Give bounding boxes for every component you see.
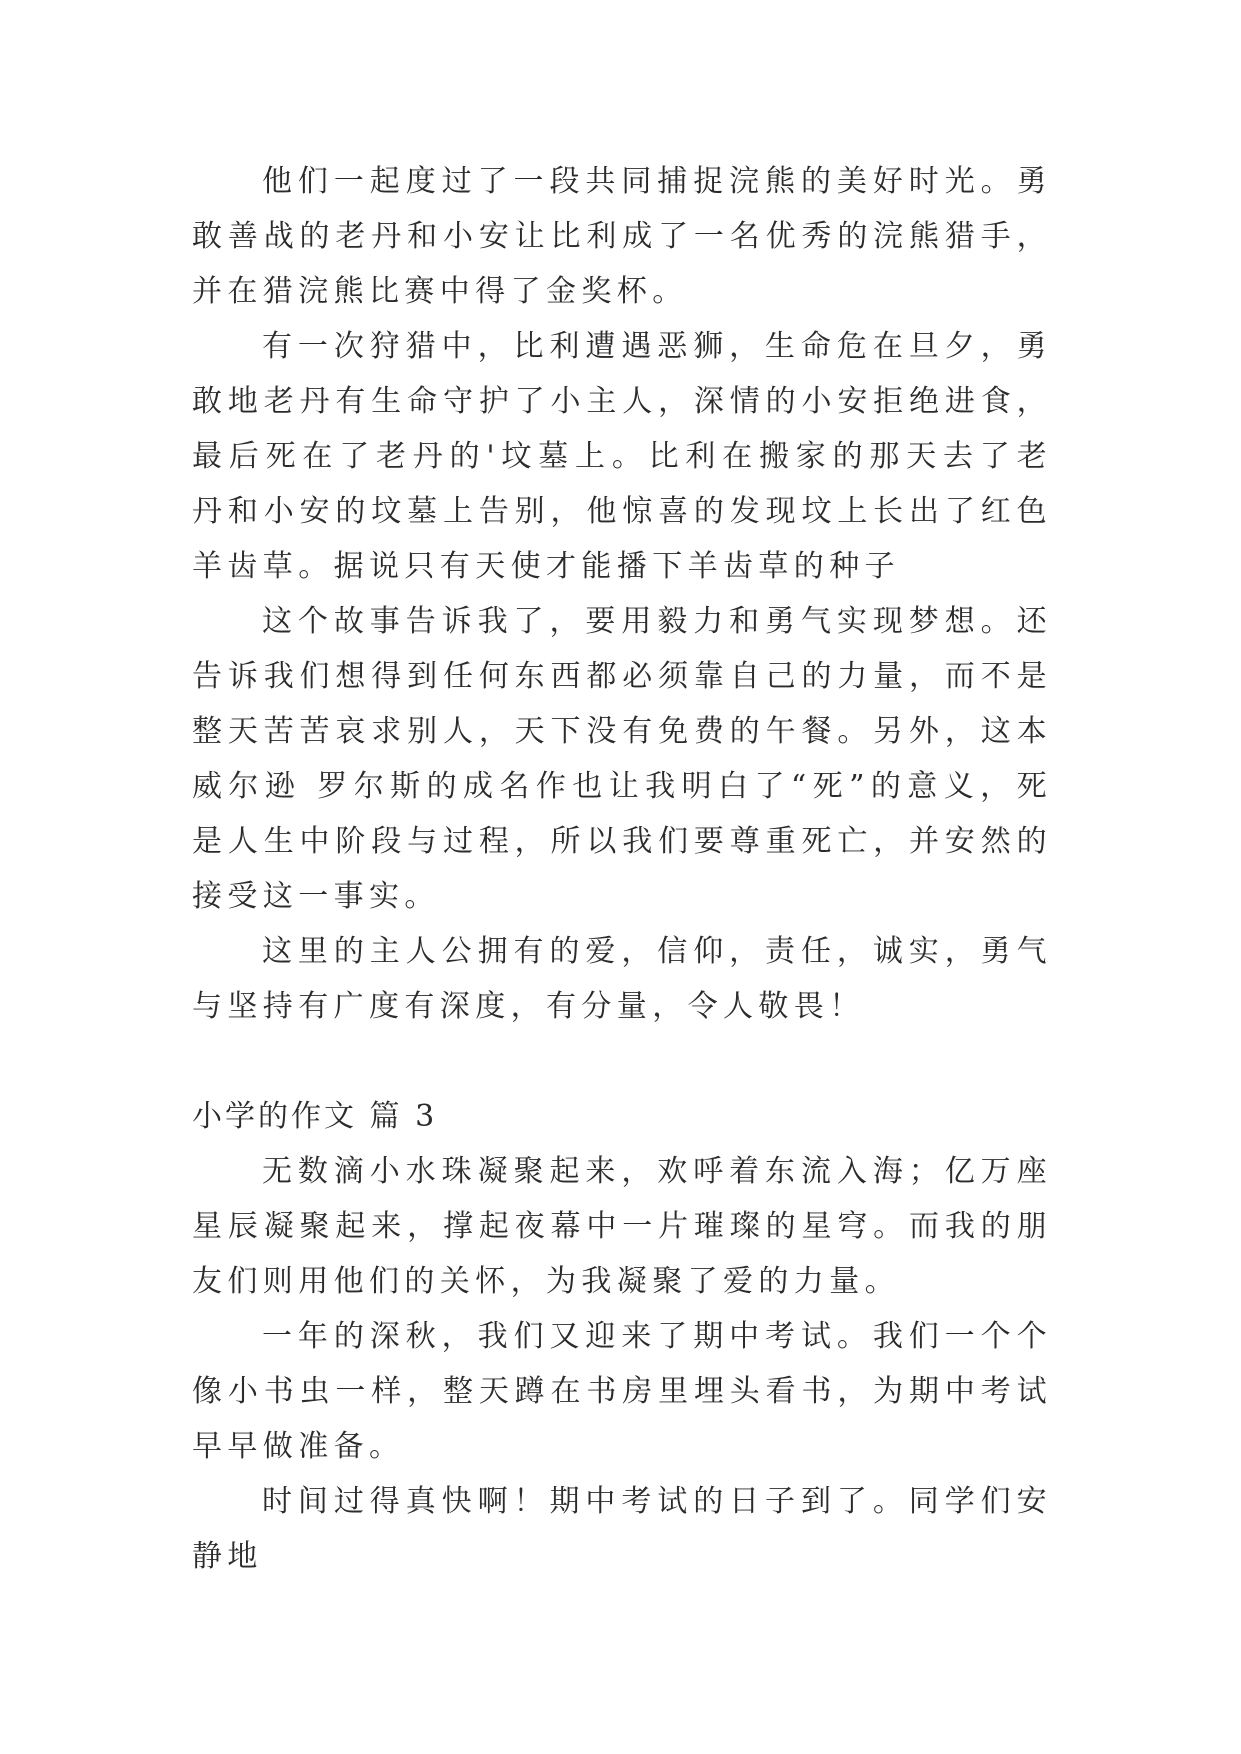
paragraph-7: 时间过得真快啊！期中考试的日子到了。同学们安静地 bbox=[192, 1484, 1052, 1574]
document-page bbox=[192, 154, 1052, 1584]
paragraph-2: 有一次狩猎中，比利遭遇恶狮，生命危在旦夕，勇敢地老丹有生命守护了小主人，深情的小安拒绝进食，最后死在了老丹的'坟墓上。比利在搬家的那天去了老丹和小安的坟墓上告别，他惊喜的发现坟上长出了红色羊齿草。据说只有天使才能播下羊齿草的种子 bbox=[192, 329, 1052, 584]
paragraph-4: 这里的主人公拥有的爱，信仰，责任，诚实，勇气与坚持有广度有深度，有分量，令人敬畏！ bbox=[192, 934, 1052, 1024]
section-heading: 小学的作文 篇 3 bbox=[192, 1099, 438, 1134]
paragraph-1: 他们一起度过了一段共同捕捉浣熊的美好时光。勇敢善战的老丹和小安让比利成了一名优秀的浣熊猎手，并在猎浣熊比赛中得了金奖杯。 bbox=[192, 164, 1052, 309]
paragraph-5: 无数滴小水珠凝聚起来，欢呼着东流入海；亿万座星辰凝聚起来，撑起夜幕中一片璀璨的星穹。而我的朋友们则用他们的关怀，为我凝聚了爱的力量。 bbox=[192, 1154, 1052, 1299]
paragraph-3: 这个故事告诉我了，要用毅力和勇气实现梦想。还告诉我们想得到任何东西都必须靠自己的力量，而不是整天苦苦哀求别人，天下没有免费的午餐。另外，这本威尔逊 罗尔斯的成名作也让我明白了“死”的意义，死是人生中阶段与过程，所以我们要尊重死亡，并安然的接受这一事实。 bbox=[192, 604, 1052, 914]
section-gap bbox=[192, 1034, 1052, 1089]
paragraph-6: 一年的深秋，我们又迎来了期中考试。我们一个个像小书虫一样，整天蹲在书房里埋头看书，为期中考试早早做准备。 bbox=[192, 1319, 1052, 1464]
